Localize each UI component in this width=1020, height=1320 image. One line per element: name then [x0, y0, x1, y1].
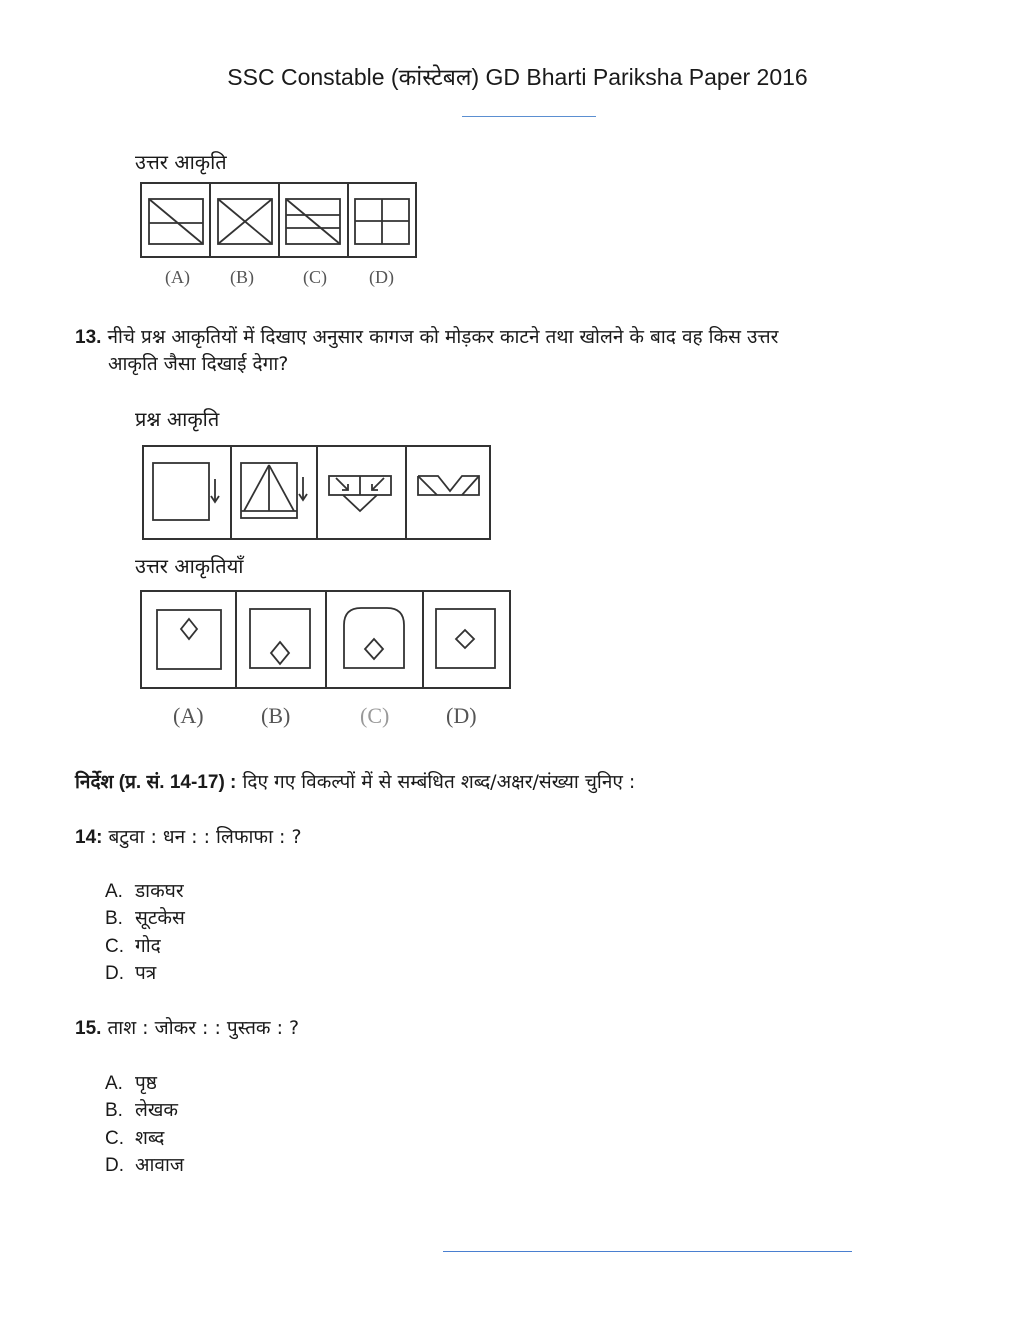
q12-caption-a: (A): [165, 267, 190, 287]
q12-option-b-figure: [218, 199, 272, 244]
q13-caption-a: (A): [173, 703, 204, 728]
q14-question: [75, 824, 302, 851]
q15-option-c: C. शब्द: [105, 1127, 165, 1149]
q12-caption-c: (C): [303, 267, 327, 287]
q15-option-d: D. आवाज: [105, 1154, 185, 1176]
q14-option-b: B. सूटकेस: [105, 907, 185, 929]
q15-question: [75, 1015, 299, 1042]
q14-text: बटुवा : धन : : लिफाफा : ?: [108, 826, 302, 848]
q12-caption-b: (B): [230, 267, 254, 287]
q13-text-line2: आकृति जैसा दिखाई देगा?: [108, 353, 289, 375]
q15-option-b: B. लेखक: [105, 1099, 179, 1121]
q13-option-b-figure: [250, 609, 310, 668]
q13-question-figures: [142, 445, 494, 543]
q13-number: 13.: [75, 327, 102, 348]
q12-option-a-figure: [149, 199, 203, 244]
directions-label: निर्देश (प्र. सं. 14-17) :: [75, 772, 237, 793]
q14-option-a: A. डाकघर: [105, 880, 184, 902]
header-underline: [462, 116, 596, 117]
directions-text: दिए गए विकल्पों में से सम्बंधित शब्द/अक्षर/संख्या चुनिए :: [242, 771, 636, 793]
q13-option-a-figure: [157, 610, 221, 669]
q12-caption-d: (D): [369, 267, 394, 287]
q13-answer-label: उत्तर आकृतियाँ: [135, 554, 244, 578]
q14-option-c: C. गोद: [105, 935, 161, 957]
q13-option-d-figure: [436, 609, 495, 668]
q13-caption-b: (B): [261, 703, 291, 728]
q13-option-c-figure: [344, 608, 404, 668]
footer-link-underline: [443, 1251, 852, 1252]
q13-answer-figures: [140, 590, 514, 735]
q13-text-line1: नीचे प्रश्न आकृतियों में दिखाए अनुसार कागज को मोड़कर काटने तथा खोलने के बाद वह किस उत्तर: [107, 326, 779, 348]
q13-question-label: प्रश्न आकृति: [135, 407, 220, 431]
q12-answer-figures: [140, 182, 420, 292]
q14-number: 14:: [75, 827, 103, 848]
q15-number: 15.: [75, 1018, 102, 1039]
directions: [75, 769, 635, 796]
page-title: SSC Constable (कांस्टेबल) GD Bharti Pariksha Paper 2016: [227, 64, 808, 90]
q13-text: [75, 324, 778, 351]
q12-option-d-figure: [355, 199, 409, 244]
q15-option-a: A. पृष्ठ: [105, 1072, 157, 1094]
q14-option-d: D. पत्र: [105, 962, 157, 984]
q12-answer-label: उत्तर आकृति: [135, 150, 227, 174]
q15-text: ताश : जोकर : : पुस्तक : ?: [107, 1017, 300, 1039]
q13-caption-c: (C): [360, 703, 390, 728]
q12-option-c-figure: [286, 199, 340, 244]
q13-caption-d: (D): [446, 703, 477, 728]
